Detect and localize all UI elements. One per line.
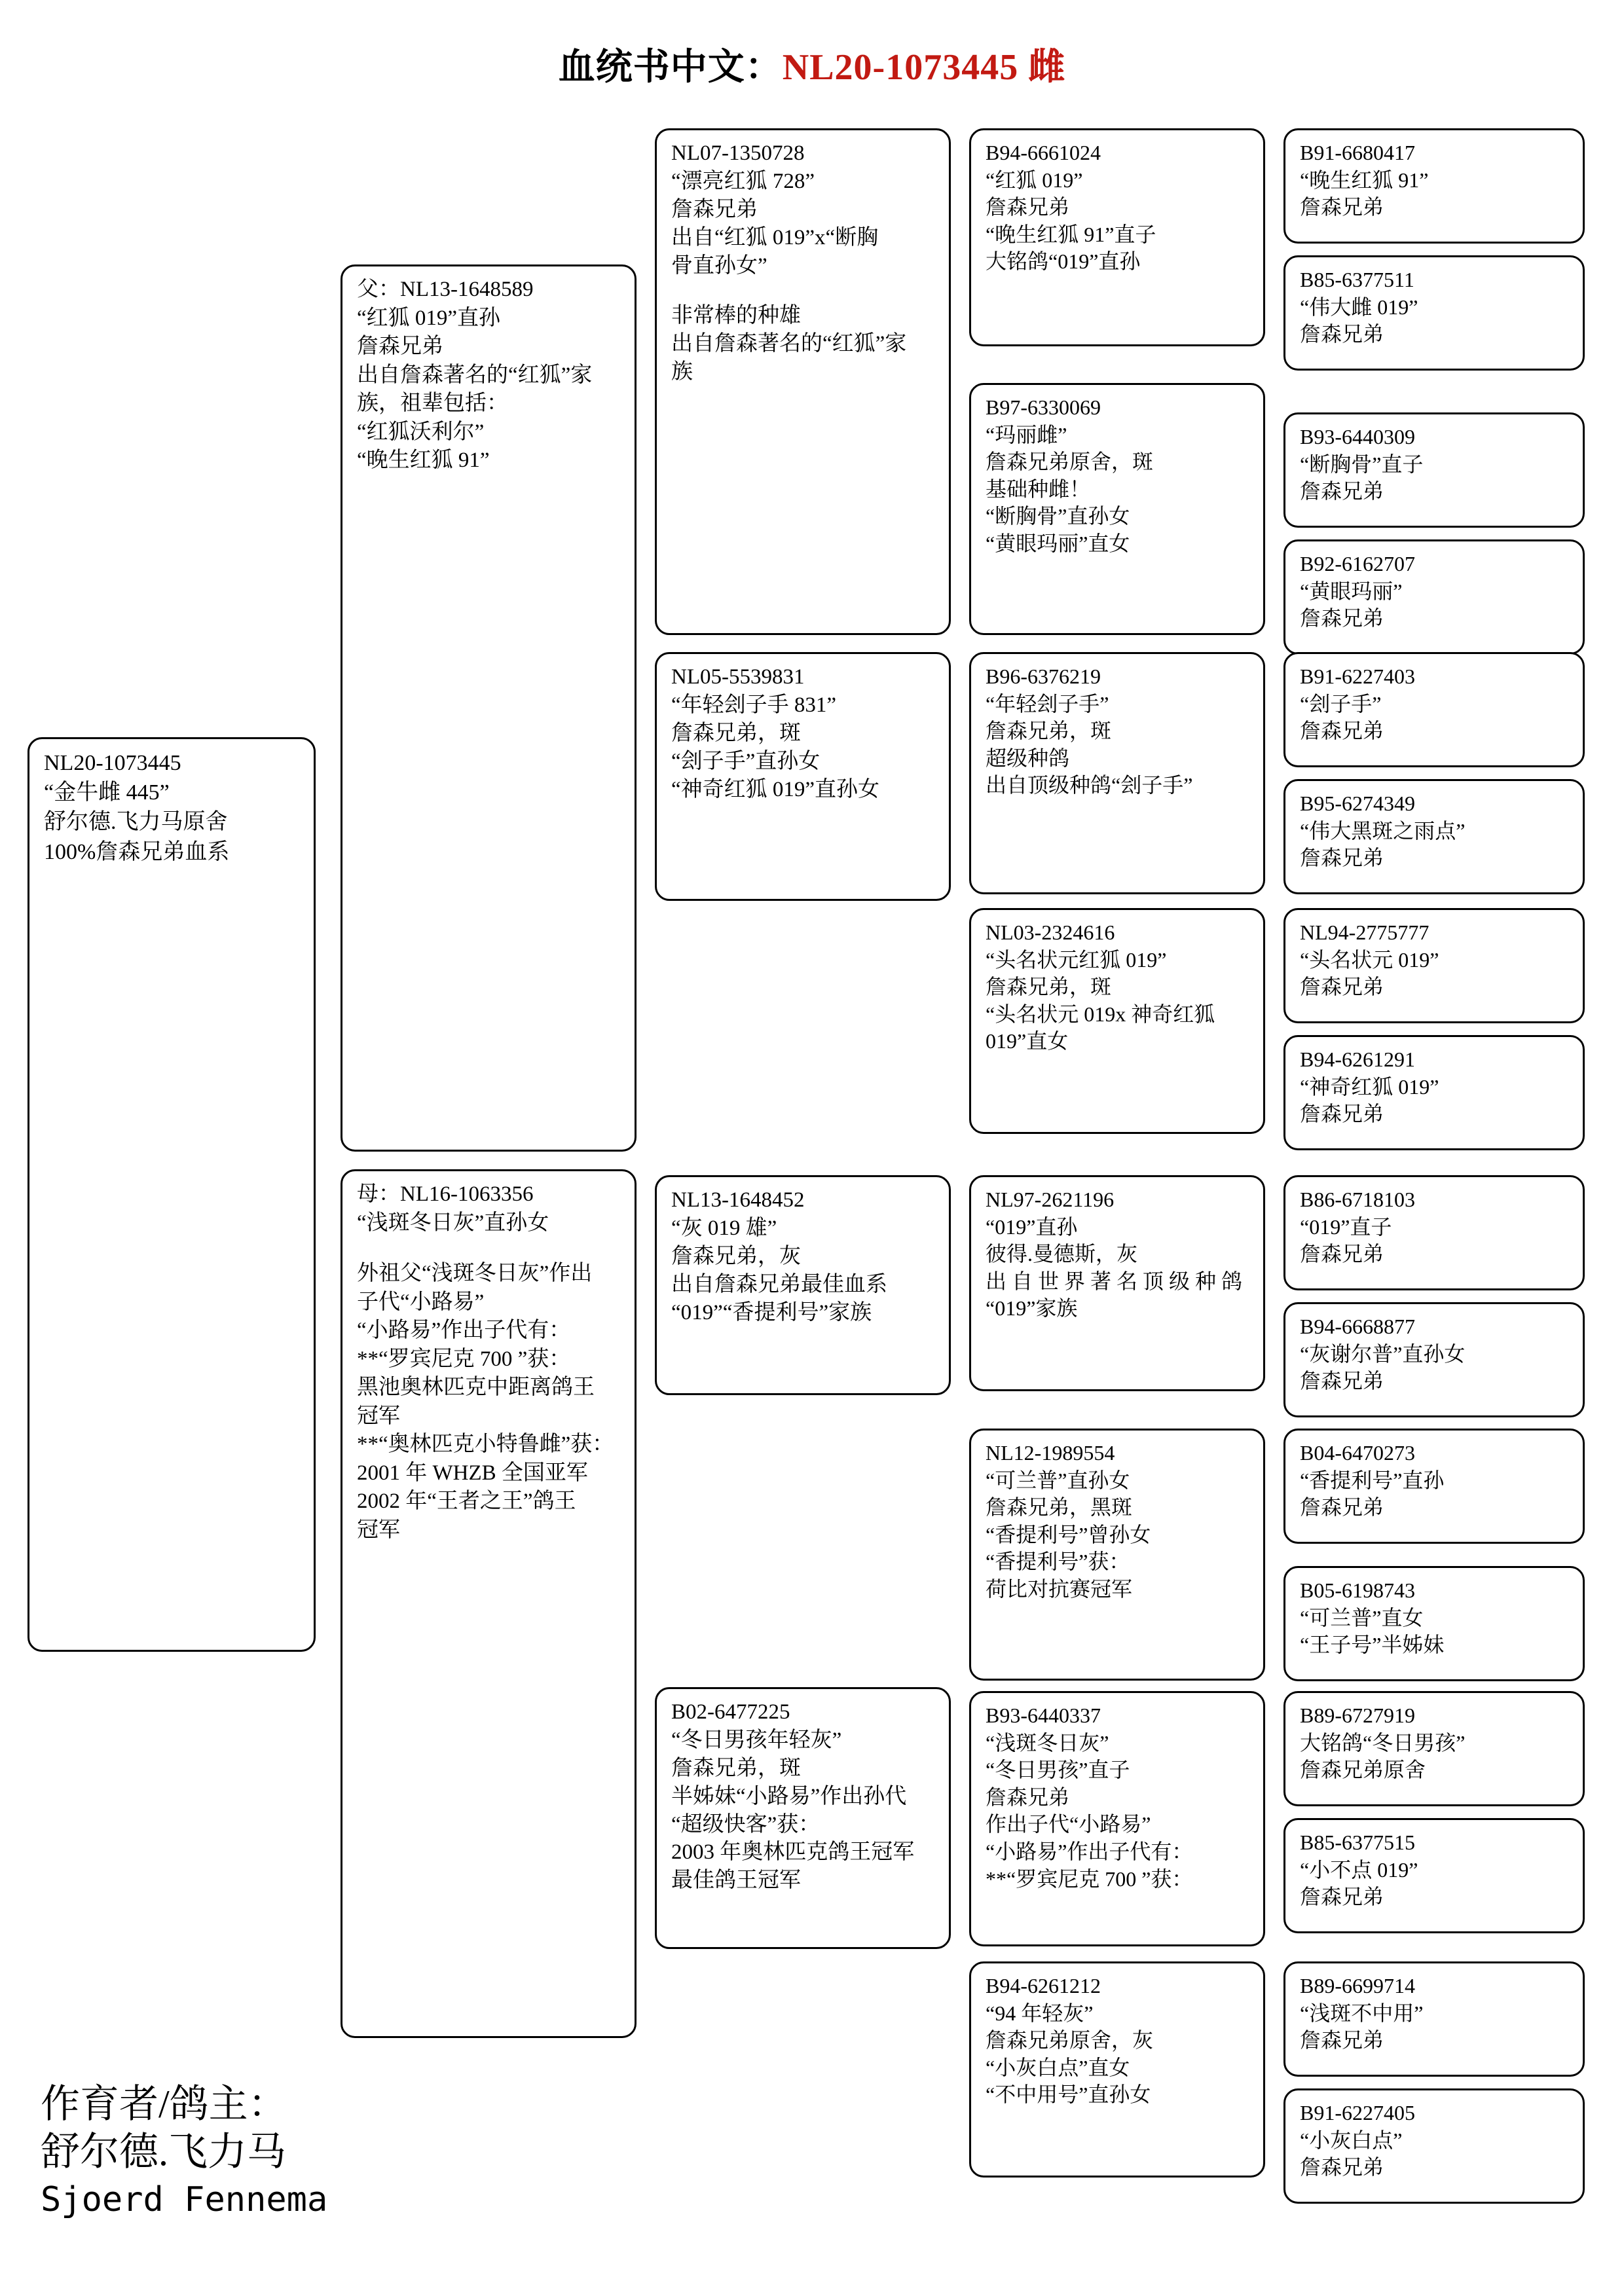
dam-line-1: “浅斑冬日灰”直孙女 (357, 1211, 549, 1235)
g5-ring: NL97-2621196 (986, 1188, 1115, 1211)
dam-dam-line-4: “超级快客”获： (671, 1812, 821, 1836)
gg5-ring: B91-6227403 (1300, 665, 1415, 688)
g7-line-4: 作出子代“小路易” (986, 1812, 1151, 1836)
g7-line-2: “冬日男孩”直子 (986, 1758, 1130, 1782)
pedigree-box-gg8[interactable] (1283, 1035, 1585, 1150)
pedigree-box-sire[interactable] (341, 264, 637, 1152)
breeder-name-cn: 舒尔德.飞力马 (41, 2130, 286, 2174)
dam-sire-line-4: “019”“香提利号”家族 (671, 1300, 872, 1324)
pedigree-box-g4[interactable] (969, 908, 1265, 1134)
sire-line-3: 出自詹森著名的“红狐”家 (357, 363, 593, 387)
sire-sire-line-7: 出自詹森著名的“红狐”家 (671, 332, 907, 356)
pedigree-box-g1[interactable] (969, 128, 1265, 346)
pedigree-box-gg15[interactable] (1283, 1961, 1585, 2077)
g6-line-1: “可兰普”直孙女 (986, 1468, 1130, 1492)
pedigree-box-gg4[interactable] (1283, 539, 1585, 655)
g3-line-1: “年轻刽子手” (986, 691, 1109, 716)
gg11-line-2: 詹森兄弟 (1300, 1495, 1384, 1520)
dam-line-11: 2002 年“王者之王”鸽王 (357, 1489, 576, 1514)
gg12-ring: B05-6198743 (1300, 1578, 1415, 1602)
g1-line-3: “晚生红狐 91”直子 (986, 222, 1156, 246)
sire-dam-line-2: 詹森兄弟，斑 (671, 721, 801, 745)
pedigree-box-g5[interactable] (969, 1175, 1265, 1391)
gg8-ring: B94-6261291 (1300, 1048, 1415, 1071)
breeder-label: 作育者/鸽主： (41, 2083, 287, 2126)
gg14-ring: B85-6377515 (1300, 1831, 1415, 1854)
pedigree-box-gg2[interactable] (1283, 255, 1585, 371)
subject-line-3: 100%詹森兄弟血系 (44, 839, 230, 864)
subject-line-2: 舒尔德.飞力马原舍 (44, 810, 228, 835)
dam-line-8: 冠军 (357, 1404, 400, 1428)
g3-line-3: 超级种鸽 (986, 746, 1070, 770)
gg11-line-1: “香提利号”直孙 (1300, 1468, 1445, 1492)
pedigree-box-gg1[interactable] (1283, 128, 1585, 244)
gg15-ring: B89-6699714 (1300, 1974, 1415, 1997)
gg15-line-1: “浅斑不中用” (1300, 2001, 1424, 2025)
gg2-line-2: 詹森兄弟 (1300, 322, 1384, 346)
g1-line-4: 大铭鸽“019”直孙 (986, 249, 1141, 274)
g7-line-6: **“罗宾尼克 700 ”获： (986, 1867, 1193, 1891)
dam-sire-line-2: 詹森兄弟，灰 (671, 1244, 801, 1268)
dam-line-2 (357, 1237, 624, 1260)
pedigree-box-gg14[interactable] (1283, 1818, 1585, 1933)
dam-line-6: **“罗宾尼克 700 ”获： (357, 1347, 571, 1371)
sire-line-4: 族，祖辈包括： (357, 392, 508, 416)
dam-line-5: “小路易”作出子代有： (357, 1319, 571, 1343)
g7-ring: B93-6440337 (986, 1704, 1101, 1727)
gg13-ring: B89-6727919 (1300, 1704, 1415, 1727)
g8-line-2: 詹森兄弟原舍，灰 (986, 2028, 1154, 2052)
g7-line-1: “浅斑冬日灰” (986, 1730, 1109, 1755)
g8-line-4: “不中用号”直孙女 (986, 2083, 1151, 2107)
gg11-ring: B04-6470273 (1300, 1441, 1415, 1465)
g2-ring: B97-6330069 (986, 395, 1101, 419)
dam-sire-line-1: “灰 019 雄” (671, 1216, 777, 1240)
sire-ring: 父：NL13-1648589 (357, 278, 534, 301)
sire-sire-line-8: 族 (671, 360, 693, 384)
gg6-ring: B95-6274349 (1300, 792, 1415, 815)
pedigree-box-dam-dam[interactable] (655, 1687, 951, 1949)
g1-ring: B94-6661024 (986, 141, 1101, 164)
sire-dam-line-3: “刽子手”直孙女 (671, 749, 821, 773)
g4-line-1: “头名状元红狐 019” (986, 947, 1167, 972)
gg10-line-2: 詹森兄弟 (1300, 1369, 1384, 1393)
subject-ring: NL20-1073445 (44, 751, 181, 775)
g4-line-4: 019”直女 (986, 1029, 1069, 1053)
gg6-line-1: “伟大黑斑之雨点” (1300, 818, 1466, 843)
pedigree-box-gg5[interactable] (1283, 652, 1585, 767)
g1-line-1: “红狐 019” (986, 168, 1083, 192)
dam-dam-line-3: 半姊妹“小路易”作出孙代 (671, 1784, 907, 1808)
pedigree-box-g8[interactable] (969, 1961, 1265, 2178)
pedigree-box-dam[interactable] (341, 1169, 637, 2038)
dam-line-9: **“奥林匹克小特鲁雌”获： (357, 1432, 614, 1457)
g3-line-4: 出自顶级种鸽“刽子手” (986, 773, 1193, 797)
pedigree-box-gg6[interactable] (1283, 779, 1585, 894)
gg1-ring: B91-6680417 (1300, 141, 1415, 164)
dam-line-3: 外祖父“浅斑冬日灰”作出 (357, 1262, 593, 1286)
pedigree-box-gg16[interactable] (1283, 2088, 1585, 2204)
gg16-line-1: “小灰白点” (1300, 2128, 1403, 2152)
gg16-ring: B91-6227405 (1300, 2101, 1415, 2124)
gg8-line-1: “神奇红狐 019” (1300, 1074, 1439, 1099)
breeder-block (41, 2081, 538, 2221)
g2-line-3: 基础种雌！ (986, 477, 1091, 501)
g8-ring: B94-6261212 (986, 1974, 1101, 1997)
pedigree-box-gg7[interactable] (1283, 908, 1585, 1023)
g5-line-4: “019”家族 (986, 1296, 1078, 1321)
sire-line-5: “红狐沃利尔” (357, 420, 485, 444)
gg6-line-2: 詹森兄弟 (1300, 846, 1384, 870)
pedigree-box-sire-dam[interactable] (655, 652, 951, 901)
pedigree-box-gg10[interactable] (1283, 1302, 1585, 1417)
page-title-pigeon-id: NL20-1073445 (782, 47, 1019, 88)
gg2-line-1: “伟大雌 019” (1300, 295, 1418, 319)
g6-line-2: 詹森兄弟，黑斑 (986, 1495, 1133, 1520)
g6-line-5: 荷比对抗赛冠军 (986, 1576, 1133, 1601)
subject-line-1: “金牛雌 445” (44, 780, 170, 805)
sire-line-1: “红狐 019”直孙 (357, 306, 501, 330)
sire-dam-ring: NL05-5539831 (671, 665, 805, 689)
g7-line-5: “小路易”作出子代有： (986, 1839, 1193, 1863)
g4-line-3: “头名状元 019x 神奇红狐 (986, 1002, 1215, 1026)
gg4-line-2: 詹森兄弟 (1300, 606, 1384, 630)
pedigree-box-gg9[interactable] (1283, 1175, 1585, 1290)
gg2-ring: B85-6377511 (1300, 268, 1414, 291)
gg3-ring: B93-6440309 (1300, 425, 1415, 448)
gg9-ring: B86-6718103 (1300, 1188, 1415, 1211)
sire-sire-line-6: 非常棒的种雄 (671, 304, 801, 328)
pedigree-box-sire-sire[interactable] (655, 128, 951, 635)
gg10-ring: B94-6668877 (1300, 1315, 1415, 1338)
gg13-line-2: 詹森兄弟原舍 (1300, 1758, 1426, 1782)
gg3-line-1: “断胸骨”直子 (1300, 452, 1424, 476)
pedigree-box-subject[interactable] (28, 737, 316, 1652)
sire-sire-line-1: “漂亮红狐 728” (671, 169, 815, 193)
g6-line-4: “香提利号”获： (986, 1550, 1130, 1574)
gg13-line-1: 大铭鸽“冬日男孩” (1300, 1730, 1466, 1755)
g6-line-3: “香提利号”曾孙女 (986, 1522, 1151, 1546)
gg5-line-1: “刽子手” (1300, 691, 1382, 716)
gg4-line-1: “黄眼玛丽” (1300, 579, 1403, 603)
page-title-sex-value: 雌 (1028, 47, 1066, 88)
pedigree-box-g2[interactable] (969, 383, 1265, 635)
sire-sire-line-2: 詹森兄弟 (671, 197, 758, 221)
sire-sire-line-3: 出自“红狐 019”x“断胸 (671, 225, 879, 249)
pedigree-box-gg12[interactable] (1283, 1566, 1585, 1681)
gg7-line-2: 詹森兄弟 (1300, 975, 1384, 999)
sire-sire-line-5 (671, 280, 938, 302)
gg3-line-2: 詹森兄弟 (1300, 479, 1384, 503)
sire-sire-ring: NL07-1350728 (671, 141, 805, 165)
pedigree-box-dam-sire[interactable] (655, 1175, 951, 1395)
gg8-line-2: 詹森兄弟 (1300, 1102, 1384, 1126)
g5-line-2: 彼得.曼德斯，灰 (986, 1242, 1138, 1266)
gg1-line-2: 詹森兄弟 (1300, 195, 1384, 219)
gg9-line-1: “019”直子 (1300, 1214, 1392, 1239)
gg10-line-1: “灰谢尔普”直孙女 (1300, 1341, 1466, 1366)
pedigree-box-gg13[interactable] (1283, 1691, 1585, 1806)
pedigree-box-gg11[interactable] (1283, 1429, 1585, 1544)
page-title-label: 血统书中文： (558, 47, 783, 88)
pedigree-box-g3[interactable] (969, 652, 1265, 894)
page-title-sex (1018, 47, 1028, 88)
g3-ring: B96-6376219 (986, 665, 1101, 688)
gg15-line-2: 詹森兄弟 (1300, 2028, 1384, 2052)
g5-line-1: “019”直孙 (986, 1214, 1078, 1239)
g6-ring: NL12-1989554 (986, 1441, 1115, 1465)
gg7-ring: NL94-2775777 (1300, 920, 1430, 944)
g1-line-2: 詹森兄弟 (986, 195, 1070, 219)
dam-dam-line-6: 最佳鸽王冠军 (671, 1868, 801, 1893)
gg16-line-2: 詹森兄弟 (1300, 2155, 1384, 2179)
g2-line-4: “断胸骨”直孙女 (986, 504, 1130, 528)
pedigree-box-g7[interactable] (969, 1691, 1265, 1946)
dam-dam-ring: B02-6477225 (671, 1700, 790, 1724)
sire-dam-line-4: “神奇红狐 019”直孙女 (671, 777, 880, 801)
dam-dam-line-2: 詹森兄弟，斑 (671, 1756, 801, 1780)
pedigree-box-gg3[interactable] (1283, 412, 1585, 528)
gg5-line-2: 詹森兄弟 (1300, 719, 1384, 743)
g2-line-5: “黄眼玛丽”直女 (986, 531, 1130, 555)
sire-line-2: 詹森兄弟 (357, 335, 443, 359)
gg12-line-1: “可兰普”直女 (1300, 1605, 1424, 1630)
sire-dam-line-1: “年轻刽子手 831” (671, 693, 837, 717)
gg9-line-2: 詹森兄弟 (1300, 1242, 1384, 1266)
g2-line-1: “玛丽雌” (986, 422, 1067, 446)
gg1-line-1: “晚生红狐 91” (1300, 168, 1429, 192)
g8-line-3: “小灰白点”直女 (986, 2055, 1130, 2079)
dam-line-7: 黑池奥林匹克中距离鸽王 (357, 1376, 595, 1400)
g8-line-1: “94 年轻灰” (986, 2001, 1094, 2025)
gg14-line-1: “小不点 019” (1300, 1857, 1418, 1882)
g5-line-3: 出 自 世 界 著 名 顶 级 种 鸽 (986, 1269, 1243, 1293)
pedigree-box-g6[interactable] (969, 1429, 1265, 1681)
g7-line-3: 詹森兄弟 (986, 1785, 1070, 1809)
dam-line-4: 子代“小路易” (357, 1290, 485, 1314)
dam-dam-line-5: 2003 年奥林匹克鸽王冠军 (671, 1840, 915, 1865)
g4-ring: NL03-2324616 (986, 920, 1115, 944)
sire-sire-line-4: 骨直孙女” (671, 253, 767, 278)
dam-ring: 母：NL16-1063356 (357, 1182, 534, 1206)
g4-line-2: 詹森兄弟，斑 (986, 975, 1112, 999)
breeder-name-en: Sjoerd Fennema (41, 2180, 328, 2220)
gg4-ring: B92-6162707 (1300, 552, 1415, 575)
g2-line-2: 詹森兄弟原舍，斑 (986, 450, 1154, 474)
gg12-line-2: “王子号”半姊妹 (1300, 1633, 1445, 1657)
gg7-line-1: “头名状元 019” (1300, 947, 1439, 972)
dam-line-10: 2001 年 WHZB 全国亚军 (357, 1461, 588, 1485)
page-title (0, 38, 1624, 90)
gg14-line-2: 詹森兄弟 (1300, 1885, 1384, 1909)
dam-dam-line-1: “冬日男孩年轻灰” (671, 1728, 842, 1752)
sire-line-6: “晚生红狐 91” (357, 448, 490, 473)
g3-line-2: 詹森兄弟，斑 (986, 719, 1112, 743)
dam-sire-ring: NL13-1648452 (671, 1188, 805, 1212)
dam-sire-line-3: 出自詹森兄弟最佳血系 (671, 1272, 887, 1296)
dam-line-12: 冠军 (357, 1518, 400, 1542)
